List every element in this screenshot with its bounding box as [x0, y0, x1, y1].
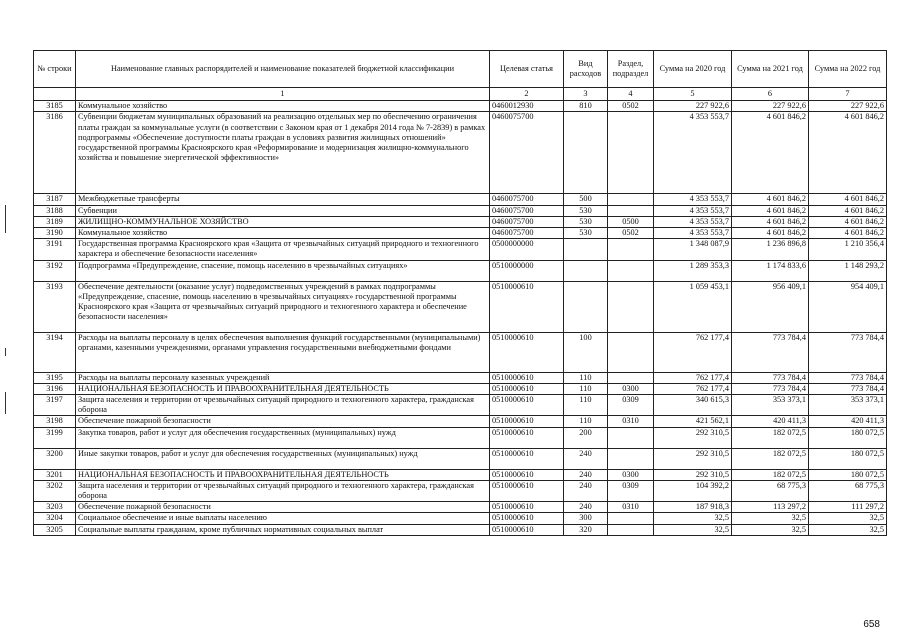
row-number: 3192: [34, 260, 76, 281]
page-number: 658: [863, 619, 880, 630]
row-sum-2022: 954 409,1: [809, 281, 887, 332]
row-sum-2020: 4 353 553,7: [654, 228, 732, 239]
col-header-sum-2020: Сумма на 2020 год: [654, 51, 732, 88]
row-section-code: 0502: [608, 101, 654, 112]
column-index: 2: [490, 88, 564, 101]
row-number: 3204: [34, 513, 76, 524]
row-expense-type: [564, 281, 608, 332]
col-header-target: Целевая статья: [490, 51, 564, 88]
row-sum-2020: 32,5: [654, 524, 732, 535]
row-sum-2020: 104 392,2: [654, 480, 732, 501]
row-sum-2021: 773 784,4: [732, 332, 809, 372]
row-name: Расходы на выплаты персоналу в целях обеспечения выполнения функций государственными (муниципальными) органами, казенными учреждениями, органами управления государственными внебюджетными фондами: [76, 332, 490, 372]
row-number: 3189: [34, 216, 76, 227]
row-section-code: [608, 239, 654, 260]
row-number: 3195: [34, 372, 76, 383]
row-sum-2022: 180 072,5: [809, 469, 887, 480]
row-name: Обеспечение пожарной безопасности: [76, 416, 490, 427]
row-sum-2021: 4 601 846,2: [732, 194, 809, 205]
column-index: 5: [654, 88, 732, 101]
table-row: [34, 239, 887, 260]
col-header-sum-2021: Сумма на 2021 год: [732, 51, 809, 88]
row-section-code: 0309: [608, 395, 654, 416]
row-number: 3188: [34, 205, 76, 216]
row-sum-2022: 227 922,6: [809, 101, 887, 112]
row-sum-2020: 4 353 553,7: [654, 112, 732, 194]
row-sum-2021: 113 297,2: [732, 502, 809, 513]
row-sum-2021: 4 601 846,2: [732, 205, 809, 216]
row-sum-2022: 180 072,5: [809, 427, 887, 448]
row-sum-2022: 111 297,2: [809, 502, 887, 513]
row-target-code: 0510000610: [490, 332, 564, 372]
table-row: [34, 469, 887, 480]
budget-table: [33, 50, 887, 536]
row-target-code: 0510000610: [490, 383, 564, 394]
row-sum-2021: 182 072,5: [732, 448, 809, 469]
budget-table-sheet: [33, 50, 886, 536]
row-sum-2021: 956 409,1: [732, 281, 809, 332]
col-header-sum-2022: Сумма на 2022 год: [809, 51, 887, 88]
row-name: Субвенции: [76, 205, 490, 216]
row-sum-2020: 4 353 553,7: [654, 205, 732, 216]
row-sum-2021: 4 601 846,2: [732, 112, 809, 194]
table-row: [34, 427, 887, 448]
row-sum-2021: 68 775,3: [732, 480, 809, 501]
row-target-code: 0510000610: [490, 416, 564, 427]
row-sum-2021: 182 072,5: [732, 469, 809, 480]
row-target-code: 0510000610: [490, 448, 564, 469]
row-section-code: [608, 205, 654, 216]
row-section-code: [608, 194, 654, 205]
row-expense-type: 500: [564, 194, 608, 205]
row-sum-2022: 4 601 846,2: [809, 194, 887, 205]
row-number: 3200: [34, 448, 76, 469]
table-row: [34, 332, 887, 372]
row-section-code: 0502: [608, 228, 654, 239]
row-sum-2022: 4 601 846,2: [809, 228, 887, 239]
row-target-code: 0510000610: [490, 469, 564, 480]
row-expense-type: 300: [564, 513, 608, 524]
row-sum-2020: 32,5: [654, 513, 732, 524]
row-sum-2022: 1 148 293,2: [809, 260, 887, 281]
row-sum-2020: 762 177,4: [654, 383, 732, 394]
row-section-code: [608, 260, 654, 281]
row-section-code: [608, 448, 654, 469]
row-target-code: 0510000610: [490, 480, 564, 501]
row-target-code: 0510000610: [490, 281, 564, 332]
row-section-code: [608, 513, 654, 524]
row-section-code: 0500: [608, 216, 654, 227]
row-name: Иные закупки товаров, работ и услуг для обеспечения государственных (муниципальных) нужд: [76, 448, 490, 469]
col-header-row-no: № строки: [34, 51, 76, 88]
row-sum-2022: 4 601 846,2: [809, 205, 887, 216]
row-expense-type: 530: [564, 205, 608, 216]
row-sum-2020: 227 922,6: [654, 101, 732, 112]
row-sum-2020: 762 177,4: [654, 332, 732, 372]
row-name: Субвенции бюджетам муниципальных образований на реализацию отдельных мер по обеспечению ограничения платы граждан за коммунальные услуги (в соответствии с Законом края от 1 декабря 2014 года № 7-2839) в рамках подпрограммы «Обеспечение доступности платы граждан в условиях развития жилищных отношений» государственной программы Красноярского края «Реформирование и модернизация жилищно-коммунального хозяйства и повышение энергетической эффективности»: [76, 112, 490, 194]
col-header-name: Наименование главных распорядителей и наименование показателей бюджетной классификации: [76, 51, 490, 88]
row-name: Защита населения и территории от чрезвычайных ситуаций природного и техногенного характера, гражданская оборона: [76, 480, 490, 501]
row-number: 3202: [34, 480, 76, 501]
row-expense-type: [564, 112, 608, 194]
row-sum-2022: 32,5: [809, 513, 887, 524]
row-number: 3197: [34, 395, 76, 416]
row-section-code: [608, 372, 654, 383]
row-sum-2021: 773 784,4: [732, 372, 809, 383]
table-row: [34, 281, 887, 332]
row-expense-type: 110: [564, 395, 608, 416]
row-target-code: 0510000610: [490, 513, 564, 524]
row-sum-2021: 1 174 833,6: [732, 260, 809, 281]
row-expense-type: 240: [564, 480, 608, 501]
col-header-section: Раздел, подраздел: [608, 51, 654, 88]
row-number: 3191: [34, 239, 76, 260]
row-sum-2021: 773 784,4: [732, 383, 809, 394]
row-section-code: [608, 281, 654, 332]
row-name: Обеспечение деятельности (оказание услуг) подведомственных учреждений в рамках подпрограммы «Предупреждение, спасение, помощь населению в чрезвычайных ситуациях» государственной программы Красноярского края «Защита от чрезвычайных ситуаций природного и техногенного характера и обеспечение безопасности населения»: [76, 281, 490, 332]
row-name: Защита населения и территории от чрезвычайных ситуаций природного и техногенного характера, гражданская оборона: [76, 395, 490, 416]
row-sum-2021: 353 373,1: [732, 395, 809, 416]
row-name: Социальные выплаты гражданам, кроме публичных нормативных социальных выплат: [76, 524, 490, 535]
row-sum-2020: 1 059 453,1: [654, 281, 732, 332]
row-name: Обеспечение пожарной безопасности: [76, 502, 490, 513]
row-name: Коммунальное хозяйство: [76, 101, 490, 112]
row-name: Социальное обеспечение и иные выплаты населению: [76, 513, 490, 524]
column-index: 7: [809, 88, 887, 101]
row-target-code: 0510000610: [490, 395, 564, 416]
row-target-code: 0510000610: [490, 427, 564, 448]
row-sum-2021: 32,5: [732, 524, 809, 535]
row-sum-2020: 292 310,5: [654, 427, 732, 448]
row-number: 3205: [34, 524, 76, 535]
row-expense-type: 240: [564, 448, 608, 469]
row-number: 3185: [34, 101, 76, 112]
row-number: 3187: [34, 194, 76, 205]
row-target-code: 0510000610: [490, 372, 564, 383]
row-expense-type: 110: [564, 416, 608, 427]
row-name: НАЦИОНАЛЬНАЯ БЕЗОПАСНОСТЬ И ПРАВООХРАНИТЕЛЬНАЯ ДЕЯТЕЛЬНОСТЬ: [76, 383, 490, 394]
row-number: 3198: [34, 416, 76, 427]
row-expense-type: [564, 239, 608, 260]
row-sum-2020: 1 289 353,3: [654, 260, 732, 281]
row-section-code: [608, 332, 654, 372]
row-expense-type: 530: [564, 216, 608, 227]
table-row: [34, 112, 887, 194]
table-row: [34, 216, 887, 227]
table-header-row: [34, 51, 887, 88]
row-sum-2021: 4 601 846,2: [732, 216, 809, 227]
row-sum-2022: 420 411,3: [809, 416, 887, 427]
row-sum-2021: 227 922,6: [732, 101, 809, 112]
table-row: [34, 524, 887, 535]
row-sum-2020: 187 918,3: [654, 502, 732, 513]
table-row: [34, 448, 887, 469]
row-name: НАЦИОНАЛЬНАЯ БЕЗОПАСНОСТЬ И ПРАВООХРАНИТЕЛЬНАЯ ДЕЯТЕЛЬНОСТЬ: [76, 469, 490, 480]
row-expense-type: 110: [564, 372, 608, 383]
table-row: [34, 395, 887, 416]
row-sum-2021: 420 411,3: [732, 416, 809, 427]
table-row: [34, 480, 887, 501]
table-row: [34, 416, 887, 427]
table-row: [34, 372, 887, 383]
row-section-code: [608, 427, 654, 448]
row-sum-2022: 180 072,5: [809, 448, 887, 469]
row-target-code: 0500000000: [490, 239, 564, 260]
row-sum-2021: 4 601 846,2: [732, 228, 809, 239]
row-target-code: 0460012930: [490, 101, 564, 112]
row-section-code: [608, 112, 654, 194]
row-sum-2020: 421 562,1: [654, 416, 732, 427]
row-expense-type: 100: [564, 332, 608, 372]
row-target-code: 0460075700: [490, 205, 564, 216]
table-row: [34, 228, 887, 239]
row-sum-2022: 773 784,4: [809, 372, 887, 383]
row-name: Закупка товаров, работ и услуг для обеспечения государственных (муниципальных) нужд: [76, 427, 490, 448]
row-sum-2022: 4 601 846,2: [809, 112, 887, 194]
row-number: 3193: [34, 281, 76, 332]
column-index: 6: [732, 88, 809, 101]
row-target-code: 0510000000: [490, 260, 564, 281]
table-row: [34, 101, 887, 112]
table-row: [34, 194, 887, 205]
row-expense-type: [564, 260, 608, 281]
row-number: 3194: [34, 332, 76, 372]
row-expense-type: 240: [564, 469, 608, 480]
table-row: [34, 260, 887, 281]
row-name: Межбюджетные трансферты: [76, 194, 490, 205]
row-section-code: 0309: [608, 480, 654, 501]
row-number: 3190: [34, 228, 76, 239]
row-number: 3199: [34, 427, 76, 448]
row-name: ЖИЛИЩНО-КОММУНАЛЬНОЕ ХОЗЯЙСТВО: [76, 216, 490, 227]
column-index: 1: [76, 88, 490, 101]
row-expense-type: 110: [564, 383, 608, 394]
row-section-code: [608, 524, 654, 535]
row-sum-2022: 4 601 846,2: [809, 216, 887, 227]
row-number: 3196: [34, 383, 76, 394]
row-name: Государственная программа Красноярского края «Защита от чрезвычайных ситуаций природного и техногенного характера и обеспечение безопасности населения»: [76, 239, 490, 260]
table-row: [34, 383, 887, 394]
row-sum-2022: 32,5: [809, 524, 887, 535]
row-name: Подпрограмма «Предупреждение, спасение, помощь населению в чрезвычайных ситуациях»: [76, 260, 490, 281]
table-body: [34, 101, 887, 536]
row-sum-2020: 1 348 087,9: [654, 239, 732, 260]
table-row: [34, 502, 887, 513]
row-sum-2022: 1 210 356,4: [809, 239, 887, 260]
table-row: [34, 513, 887, 524]
row-sum-2022: 353 373,1: [809, 395, 887, 416]
row-expense-type: 200: [564, 427, 608, 448]
row-target-code: 0460075700: [490, 194, 564, 205]
row-sum-2020: 4 353 553,7: [654, 194, 732, 205]
row-expense-type: 240: [564, 502, 608, 513]
row-section-code: 0300: [608, 469, 654, 480]
row-expense-type: 810: [564, 101, 608, 112]
row-sum-2021: 1 236 896,8: [732, 239, 809, 260]
row-number: 3201: [34, 469, 76, 480]
column-index: 4: [608, 88, 654, 101]
row-expense-type: 530: [564, 228, 608, 239]
row-sum-2021: 32,5: [732, 513, 809, 524]
row-target-code: 0460075700: [490, 228, 564, 239]
row-number: 3203: [34, 502, 76, 513]
col-header-type: Вид расходов: [564, 51, 608, 88]
row-target-code: 0460075700: [490, 112, 564, 194]
row-expense-type: 320: [564, 524, 608, 535]
row-section-code: 0310: [608, 502, 654, 513]
row-target-code: 0460075700: [490, 216, 564, 227]
row-number: 3186: [34, 112, 76, 194]
column-index-blank: [34, 88, 76, 101]
row-section-code: 0300: [608, 383, 654, 394]
table-row: [34, 205, 887, 216]
row-section-code: 0310: [608, 416, 654, 427]
scan-margin-mark: [5, 205, 6, 233]
row-name: Расходы на выплаты персоналу казенных учреждений: [76, 372, 490, 383]
column-index: 3: [564, 88, 608, 101]
row-sum-2022: 68 775,3: [809, 480, 887, 501]
row-name: Коммунальное хозяйство: [76, 228, 490, 239]
row-sum-2020: 292 310,5: [654, 469, 732, 480]
row-sum-2022: 773 784,4: [809, 383, 887, 394]
row-sum-2021: 182 072,5: [732, 427, 809, 448]
row-sum-2022: 773 784,4: [809, 332, 887, 372]
scan-margin-mark: [5, 392, 6, 414]
row-sum-2020: 292 310,5: [654, 448, 732, 469]
column-index-row: [34, 88, 887, 101]
scan-margin-mark: [5, 348, 6, 356]
row-sum-2020: 762 177,4: [654, 372, 732, 383]
row-target-code: 0510000610: [490, 502, 564, 513]
row-sum-2020: 340 615,3: [654, 395, 732, 416]
row-target-code: 0510000610: [490, 524, 564, 535]
row-sum-2020: 4 353 553,7: [654, 216, 732, 227]
